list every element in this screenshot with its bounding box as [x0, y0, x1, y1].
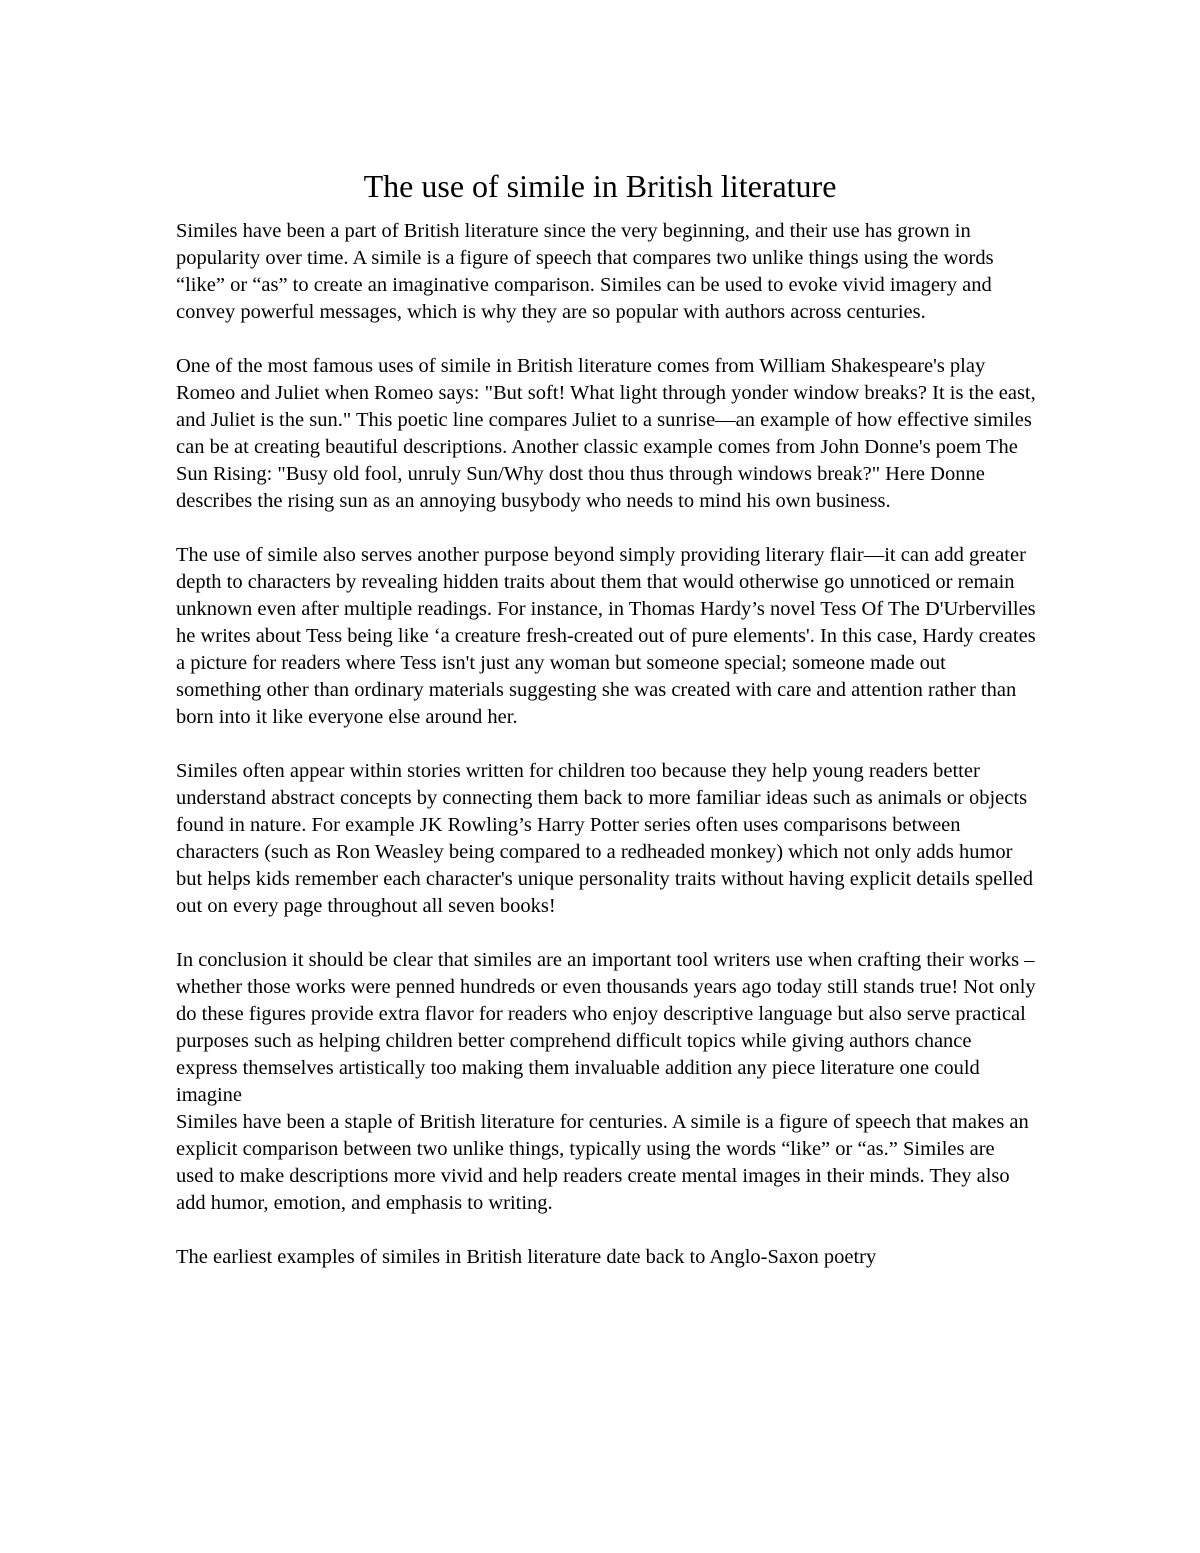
- paragraph-6: Similes have been a staple of British literature for centuries. A simile is a figure of speech that makes an explicit comparison between two unlike things, typically using the words “like” or “as.” Similes are used to make descriptions more vivid and help readers create mental images in their minds. They also add humor, emotion, and emphasis to writing.: [176, 1111, 1029, 1214]
- document-body: [176, 218, 1036, 1298]
- paragraph-3: The use of simile also serves another purpose beyond simply providing literary flair—it can add greater depth to characters by revealing hidden traits about them that would otherwise go unnoticed or remain unknown even after multiple readings. For instance, in Thomas Hardy’s novel Tess Of The D'Urbervilles he writes about Tess being like ‘a creature fresh-created out of pure elements'. In this case, Hardy creates a picture for readers where Tess isn't just any woman but someone special; someone made out something other than ordinary materials suggesting she was created with care and attention rather than born into it like everyone else around her.: [176, 544, 1036, 728]
- paragraph-2: One of the most famous uses of simile in British literature comes from William Shakespeare's play Romeo and Juliet when Romeo says: "But soft! What light through yonder window breaks? It is the east, and Juliet is the sun." This poetic line compares Juliet to a sunrise—an example of how effective similes can be at creating beautiful descriptions. Another classic example comes from John Donne's poem The Sun Rising: "Busy old fool, unruly Sun/Why dost thou thus through windows break?" Here Donne describes the rising sun as an annoying busybody who needs to mind his own business.: [176, 355, 1036, 512]
- paragraph-5: In conclusion it should be clear that similes are an important tool writers use when crafting their works – whether those works were penned hundreds or even thousands years ago today still stands true! Not only do these figures provide extra flavor for readers who enjoy descriptive language but also serve practical purposes such as helping children better comprehend difficult topics while giving authors chance express themselves artistically too making them invaluable addition any piece literature one could imagine: [176, 949, 1036, 1106]
- document-title: The use of simile in British literature: [363, 168, 837, 204]
- paragraph-1: Similes have been a part of British literature since the very beginning, and their use has grown in popularity over time. A simile is a figure of speech that compares two unlike things using the words “like” or “as” to create an imaginative comparison. Similes can be used to evoke vivid imagery and convey powerful messages, which is why they are so popular with authors across centuries.: [176, 220, 994, 323]
- paragraph-4: Similes often appear within stories written for children too because they help young readers better understand abstract concepts by connecting them back to more familiar ideas such as animals or objects found in nature. For example JK Rowling’s Harry Potter series often uses comparisons between characters (such as Ron Weasley being compared to a redheaded monkey) which not only adds humor but helps kids remember each character's unique personality traits without having explicit details spelled out on every page throughout all seven books!: [176, 760, 1034, 917]
- paragraph-7: The earliest examples of similes in British literature date back to Anglo-Saxon poetry: [176, 1246, 877, 1268]
